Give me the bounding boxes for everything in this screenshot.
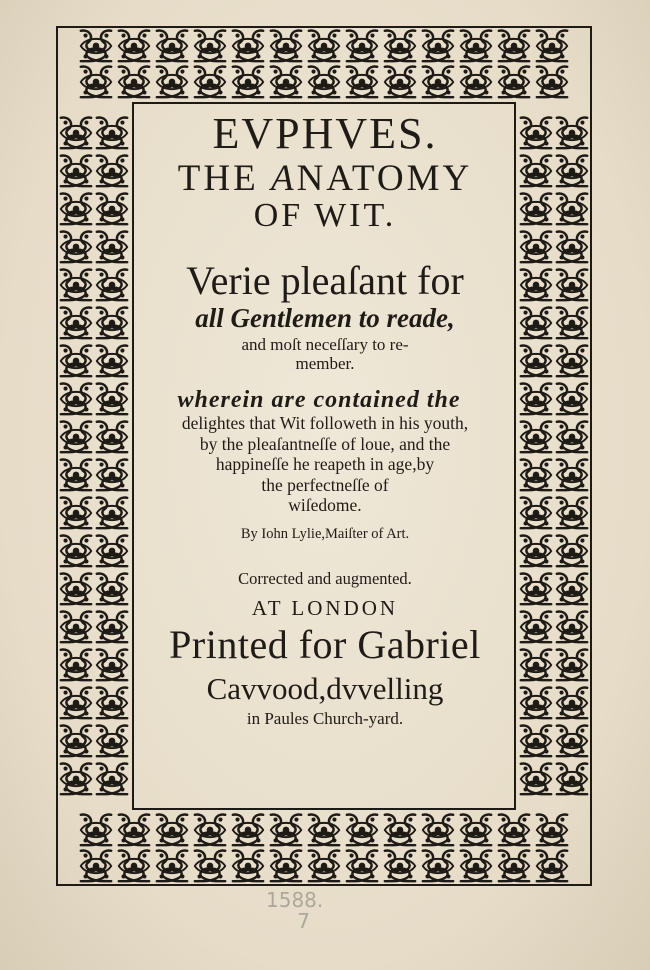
wherein-line: wherein are contained the — [177, 387, 461, 413]
subtitle-line-2: all Gentlemen to reade, — [195, 303, 455, 333]
title-text-block — [135, 100, 515, 805]
title-line-1: EVPHVES. — [212, 109, 438, 158]
title-line-2 — [135, 160, 515, 197]
address-line: in Paules Church-yard. — [246, 708, 404, 728]
pencil-number: 7 — [297, 909, 310, 933]
author-line: By Iohn Lylie,Maiſter of Art. — [240, 525, 410, 542]
subtitle-line-3: and moſt neceſſary to re- — [241, 335, 409, 354]
title-line-2-c: NATOMY — [296, 158, 473, 199]
description-line-1: delightes that Wit followeth in his youth, — [181, 413, 469, 433]
description-line-2: by the pleaſantneſſe of loue, and the — [199, 433, 451, 454]
corrected-line: Corrected and augmented. — [238, 569, 412, 588]
subtitle-line-4: member. — [295, 354, 355, 373]
publisher-line: Cavvood,dvvelling — [206, 670, 444, 706]
description-line-5: wiſedome. — [288, 495, 362, 515]
title-line-3: OF WIT. — [253, 197, 397, 234]
pencil-annotation — [266, 890, 323, 932]
place-line: AT LONDON — [251, 595, 399, 620]
description-line-4: the perfectneſſe of — [261, 474, 389, 495]
subtitle-line-1: Verie pleaſant for — [186, 258, 464, 303]
printed-line: Printed for Gabriel — [169, 621, 481, 667]
title-line-2-b: A — [270, 158, 297, 199]
description-line-3: happineſſe he reapeth in age,by — [215, 454, 435, 474]
pencil-year: 1588. — [266, 888, 324, 912]
title-line-2-a: THE — [177, 158, 271, 199]
